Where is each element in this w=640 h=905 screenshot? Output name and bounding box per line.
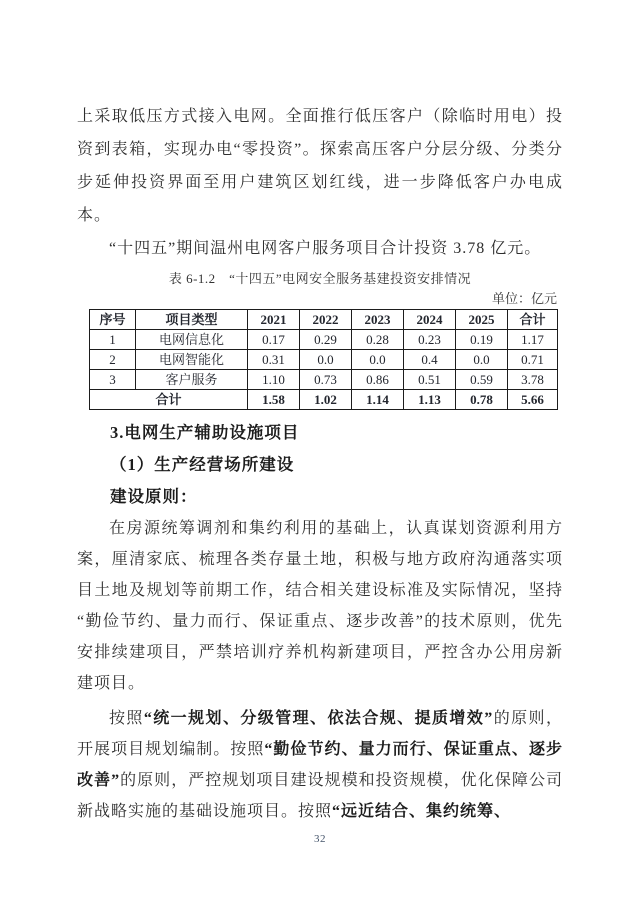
header-cell-index: 序号 [90,310,136,330]
table-cell: 0.29 [300,330,352,350]
heading-section-3: 3.电网生产辅助设施项目 [110,423,300,442]
header-cell-2025: 2025 [456,310,508,330]
table-cell: 0.59 [456,370,508,390]
paragraph-construction-principles: 在房源统筹调剂和集约利用的基础上，认真谋划资源利用方案，厘清家底、梳理各类存量土地，积极与地方政府沟通落实项目土地及规划等前期工作，结合相关建设标准及实际情况，坚持“勤俭节约、量力而行、保证重点、逐步改善”的技术原则，优先安排续建项目，严禁培训疗养机构新建项目，严控含办公用房新建项目。 [77,520,563,692]
table-cell: 3 [90,370,136,390]
table-cell: 电网信息化 [136,330,248,350]
table-cell: 0.0 [456,350,508,370]
table-cell: 0.71 [508,350,558,370]
paragraph-planning-principles: 按照“统一规划、分级管理、依法合规、提质增效”的原则，开展项目规划编制。按照“勤俭节约、量力而行、保证重点、逐步改善”的原则，严控规划项目建设规模和投资规模，优化保障公司新战略实施的基础设施项目。按照“远近结合、集约统筹、 [77,710,563,820]
header-cell-2024: 2024 [404,310,456,330]
paragraph-grid-connection: 上采取低压方式接入电网。全面推行低压客户（除临时用电）投资到表箱，实现办电“零投资”。探索高压客户分层分级、分类分步延伸投资界面至用户建筑区划红线，进一步降低客户办电成本。 [77,108,563,224]
table-caption: 表 6-1.2 “十四五”电网安全服务基建投资安排情况 [168,271,472,286]
table-cell: 0.31 [248,350,300,370]
table-cell: 电网智能化 [136,350,248,370]
table-cell: 0.73 [300,370,352,390]
table-row [90,370,558,390]
table-cell: 0.0 [300,350,352,370]
table-cell: 0.4 [404,350,456,370]
table-cell: 0.51 [404,370,456,390]
page-number: 32 [314,833,326,845]
investment-table [89,309,558,410]
heading-construction-principles: 建设原则： [110,487,198,506]
table-unit-label: 单位：亿元 [491,291,557,306]
paragraph-investment-total: “十四五”期间温州电网客户服务项目合计投资 3.78 亿元。 [109,240,542,257]
heading-subsection-1: （1）生产经营场所建设 [110,455,295,474]
table-cell: 1.14 [352,390,404,410]
table-cell: 1.02 [300,390,352,410]
table-cell: 0.78 [456,390,508,410]
table-cell: 3.78 [508,370,558,390]
header-cell-2022: 2022 [300,310,352,330]
table-total-row [90,390,558,410]
table-row [90,350,558,370]
table-cell: 0.86 [352,370,404,390]
table-cell: 1 [90,330,136,350]
table-total-label: 合计 [90,390,248,410]
table-cell: 0.17 [248,330,300,350]
table-cell: 1.58 [248,390,300,410]
header-cell-2023: 2023 [352,310,404,330]
table-cell: 0.23 [404,330,456,350]
table-cell: 1.10 [248,370,300,390]
table-cell: 客户服务 [136,370,248,390]
table-cell: 0.28 [352,330,404,350]
header-cell-2021: 2021 [248,310,300,330]
header-cell-project-type: 项目类型 [136,310,248,330]
table-cell: 1.17 [508,330,558,350]
table-cell: 2 [90,350,136,370]
table-header-row [90,310,558,330]
table-cell: 1.13 [404,390,456,410]
table-cell: 5.66 [508,390,558,410]
table-cell: 0.0 [352,350,404,370]
header-cell-total: 合计 [508,310,558,330]
table-cell: 0.19 [456,330,508,350]
table-row [90,330,558,350]
